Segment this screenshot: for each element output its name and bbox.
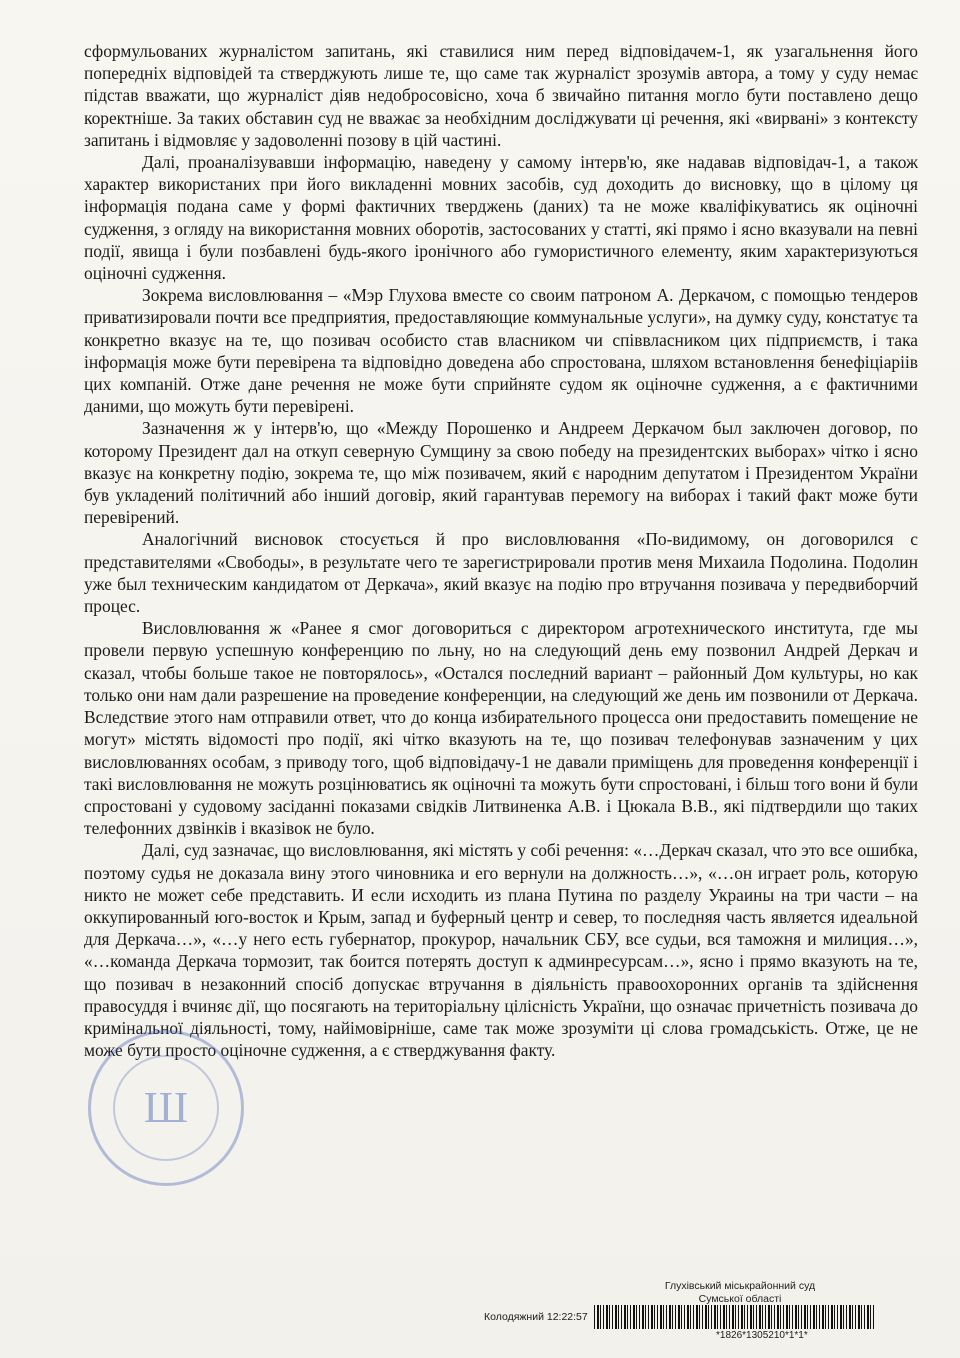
paragraph: Зокрема висловлювання – «Мэр Глухова вместе со своим патроном А. Деркачом, с помощью тендеров приватизировали почти все предприятия, предоставляющие коммунальные услуги», на думку суду, констатує та конкретно вказує на те, що позивач особисто став власником чи співвласником цих підприємств, і така інформація може бути перевірена та відповідно доведена або спростована, шляхом встановлення бенефіціаріів цих компаній. Отже дане речення не може бути сприйняте судом як оціночне судження, а є фактичними даними, що можуть бути перевірені. xyxy=(84,285,918,417)
clerk-timestamp: Колодяжний 12:22:57 xyxy=(484,1311,588,1323)
paragraph: Далі, проаналізувавши інформацію, наведену у самому інтерв'ю, яке надавав відповідач-1, а також характер використаних при його викладенні мовних засобів, суд доходить до висновку, що в цілому ця інформація подана саме у формі фактичних тверджень (даних) та не може кваліфікуватись як оціночні судження, з огляду на використання мовних оборотів, застосованих у статті, які прямо і ясно вказували на певні події, явища і були позбавлені будь-якого іронічного або гумористичного елементу, яким характеризуються оціночні судження. xyxy=(84,152,918,284)
document-body xyxy=(84,40,918,1061)
paragraph: Зазначення ж у інтерв'ю, що «Между Порошенко и Андреем Деркачом был заключен договор, по которому Президент дал на откуп северную Сумщину за свою победу на президентских выборах» чітко і ясно вказує на конкретну подію, зокрема те, що між позивачем, який є народним депутатом і Президентом України був укладений політичний або інший договір, який гарантував перемогу на виборах і такий факт може бути перевірений. xyxy=(84,418,918,528)
paragraph: Аналогічний висновок стосується й про висловлювання «По-видимому, он договорился с представителями «Свободы», в результате чего те зарегистрировали против меня Михаила Подолина. Подолин уже был техническим кандидатом от Деркача», який вказує на подію про втручання позивача у передвиборчий процес. xyxy=(84,529,918,617)
barcode-row xyxy=(484,1302,876,1332)
paragraph: Висловлювання ж «Ранее я смог договориться с директором агротехнического института, где мы провели первую успешную конференцию по льну, но на следующий день ему позвонил Андрей Деркач и сказал, чтобы больше такое не повторялось», «Остался последний вариант – районный Дом культуры, но как только они нам дали разрешение на проведение конференции, на следующий же день им позвонили от Деркача. Вследствие этого нам отправили ответ, что до конца избирательного процесса они предоставить помещение не могут» містять відомості про події, які чітко вказують на те, що позивач телефонував зазначеним у цих висловлюваннях особам, з приводу того, щоб відповідачу-1 не давали приміщень для проведення конференції і такі висловлювання не можуть розцінюватись як оціночні та можуть бути спростовані, і більш того вони й були спростовані у судовому засіданні показами свідків Литвиненка А.В. і Цюкала В.В., які підтвердили що таких телефонних дзвінків і вказівок не було. xyxy=(84,618,918,839)
paragraph: Далі, суд зазначає, що висловлювання, які містять у собі речення: «…Деркач сказал, что это все ошибка, поэтому судья не доказала вину этого чиновника и его вернули на должность…», «…он играет роль, которую никто не может себе представить. И если исходить из плана Путина по разделу Украины на три части – на оккупированный юго-восток и Крым, запад и буферный центр и север, то последняя часть является идеальной для Деркача…», «…у него есть губернатор, прокурор, начальник СБУ, все судьи, вся таможня и милиция…», «…команда Деркача тормозит, так боится потерять доступ к админресурсам…», ясно і прямо вказують на те, що позивач в незаконний спосіб допускає втручання в діяльність правоохоронних органів та здійснення правосуддя і вчиняє дії, що посягають на територіальну цілісність України, що означає причетність позивача до кримінальної діяльності, тому, найімовірніше, саме так може зрозуміти ці слова громадськість. Отже, це не може бути просто оціночне судження, а є стверджування факту. xyxy=(84,840,918,1061)
court-seal-stamp xyxy=(88,1030,244,1186)
barcode-icon xyxy=(594,1305,876,1329)
barcode-number: *1826*1305210*1*1* xyxy=(716,1330,808,1341)
paragraph-continuation: сформульованих журналістом запитань, які ставилися ним перед відповідачем-1, як узагальнення його попередніх відповідей та стверджують лише те, що саме так журналіст зрозумів автора, а тому у суду немає підстав вважати, що журналіст діяв недобросовісно, хоча б звичайно питання могло бути поставлено дещо коректніше. За таких обставин суд не вважає за необхідним досліджувати ці речення, які «вирвані» з контексту запитань і відмовляє у задоволенні позову в цій частині. xyxy=(84,41,918,150)
court-region-line: Сумської області xyxy=(698,1293,782,1305)
trident-seal-icon: Ш xyxy=(143,1083,189,1132)
court-name-line: Глухівський міськрайонний суд xyxy=(664,1280,816,1292)
